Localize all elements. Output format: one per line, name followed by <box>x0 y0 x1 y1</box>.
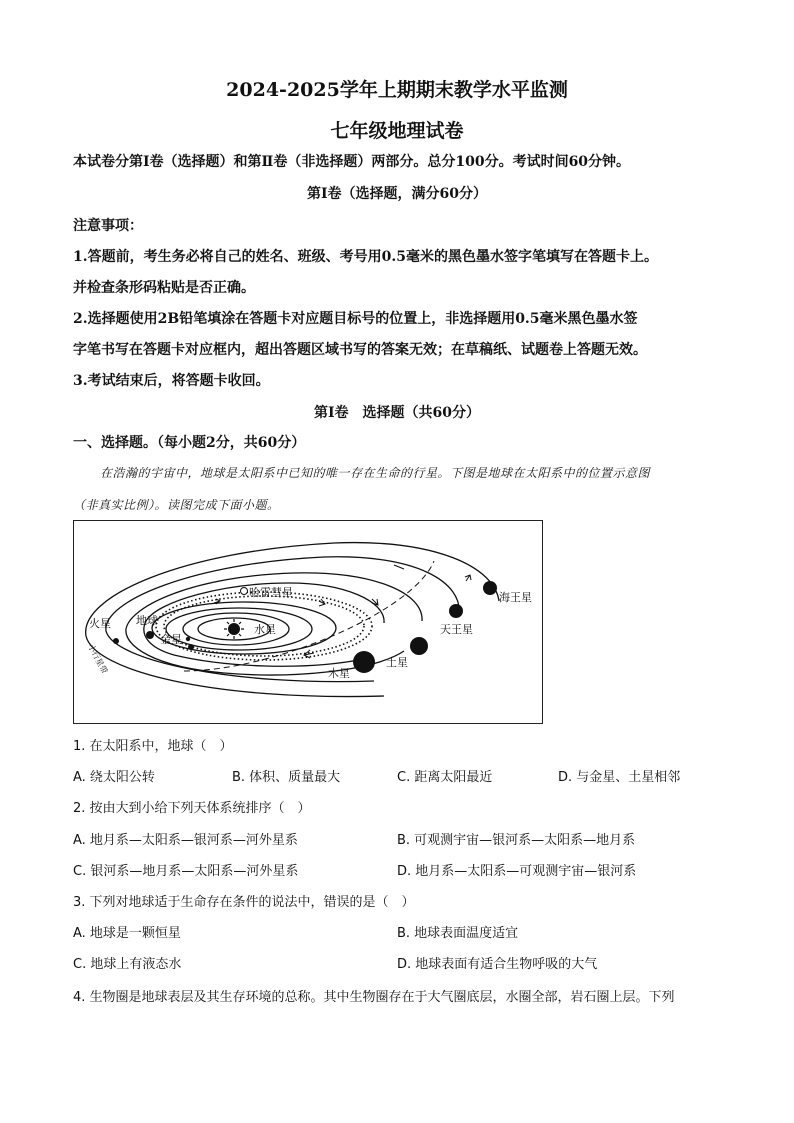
notes-heading: 注意事项： <box>73 218 143 234</box>
venus-icon <box>188 644 194 650</box>
part1-heading: 第Ⅰ卷（选择题，满分60分） <box>306 186 488 202</box>
halley-label: 哈雷彗星 <box>249 586 293 599</box>
page-subtitle: 七年级地理试卷 <box>330 120 464 142</box>
note-2-line-2: 字笔书写在答题卡对应框内，超出答题区域书写的答案无效；在草稿纸、试题卷上答题无效。 <box>73 342 647 358</box>
venus-label: 金星 <box>160 633 182 646</box>
question-3-stem: 3. 下列对地球适于生命存在条件的说法中，错误的是（ ） <box>73 895 415 910</box>
question-3-option-d: D. 地球表面有适合生物呼吸的大气 <box>397 957 598 972</box>
mars-icon <box>113 638 119 644</box>
saturn-icon <box>410 637 428 655</box>
page-title: 2024-2025学年上期期末教学水平监测 <box>226 79 568 101</box>
section-one-heading: 一、选择题。（每小题2分，共60分） <box>73 435 306 451</box>
solar-system-diagram <box>73 520 543 724</box>
earth-label: 地球 <box>136 614 158 627</box>
note-1-line-2: 并检查条形码粘贴是否正确。 <box>73 280 255 296</box>
jupiter-label: 木星 <box>328 667 350 680</box>
note-2-line-1: 2.选择题使用2B铅笔填涂在答题卡对应题目标号的位置上，非选择题用0.5毫米黑色墨水签 <box>73 311 638 327</box>
earth-icon <box>146 631 154 639</box>
uranus-label: 天王星 <box>440 623 473 636</box>
question-2-option-a: A. 地月系—太阳系—银河系—河外星系 <box>73 833 298 848</box>
neptune-icon <box>483 581 497 595</box>
note-3: 3.考试结束后，将答题卡收回。 <box>73 373 270 389</box>
sun-icon <box>224 619 244 639</box>
note-1-line-1: 1.答题前，考生务必将自己的姓名、班级、考号用0.5毫米的黑色墨水签字笔填写在答题卡上。 <box>73 249 658 265</box>
question-3-option-c: C. 地球上有液态水 <box>73 957 182 972</box>
intro-line-1: 在浩瀚的宇宙中，地球是太阳系中已知的唯一存在生命的行星。下图是地球在太阳系中的位置示意图 <box>100 466 651 480</box>
mars-orbit <box>152 602 336 654</box>
mars-label: 火星 <box>89 617 111 630</box>
question-2-stem: 2. 按由大到小给下列天体系统排序（ ） <box>73 801 311 816</box>
jupiter-icon <box>353 651 375 673</box>
asteroid-belt-label: 小行星带 <box>86 642 110 676</box>
halley-comet-icon <box>241 588 248 595</box>
question-3-option-a: A. 地球是一颗恒星 <box>73 926 181 941</box>
question-1-option-c: C. 距离太阳最近 <box>397 770 493 785</box>
section-heading: 第Ⅰ卷 选择题（共60分） <box>313 405 481 421</box>
question-4-stem: 4. 生物圈是地球表层及其生存环境的总称。其中生物圈存在于大气圈底层，水圈全部，岩石圈上层。下列 <box>73 990 675 1005</box>
solar-system-svg <box>74 521 542 723</box>
question-2-option-b: B. 可观测宇宙—银河系—太阳系—地月系 <box>397 833 636 848</box>
question-2-option-c: C. 银河系—地月系—太阳系—河外星系 <box>73 864 299 879</box>
mercury-label: 水星 <box>254 623 276 636</box>
question-3-option-b: B. 地球表面温度适宜 <box>397 926 519 941</box>
exam-info: 本试卷分第Ⅰ卷（选择题）和第Ⅱ卷（非选择题）两部分。总分100分。考试时间60分钟。 <box>73 154 631 170</box>
question-1-option-a: A. 绕太阳公转 <box>73 770 155 785</box>
uranus-icon <box>449 604 463 618</box>
neptune-label: 海王星 <box>499 591 532 604</box>
intro-line-2: （非真实比例）。读图完成下面小题。 <box>73 498 280 512</box>
question-1-option-d: D. 与金星、土星相邻 <box>558 770 681 785</box>
question-1-stem: 1. 在太阳系中，地球（ ） <box>73 739 233 754</box>
question-2-option-d: D. 地月系—太阳系—可观测宇宙—银河系 <box>397 864 637 879</box>
question-1-option-b: B. 体积、质量最大 <box>232 770 341 785</box>
saturn-label: 土星 <box>386 656 408 669</box>
mercury-icon <box>186 637 190 641</box>
